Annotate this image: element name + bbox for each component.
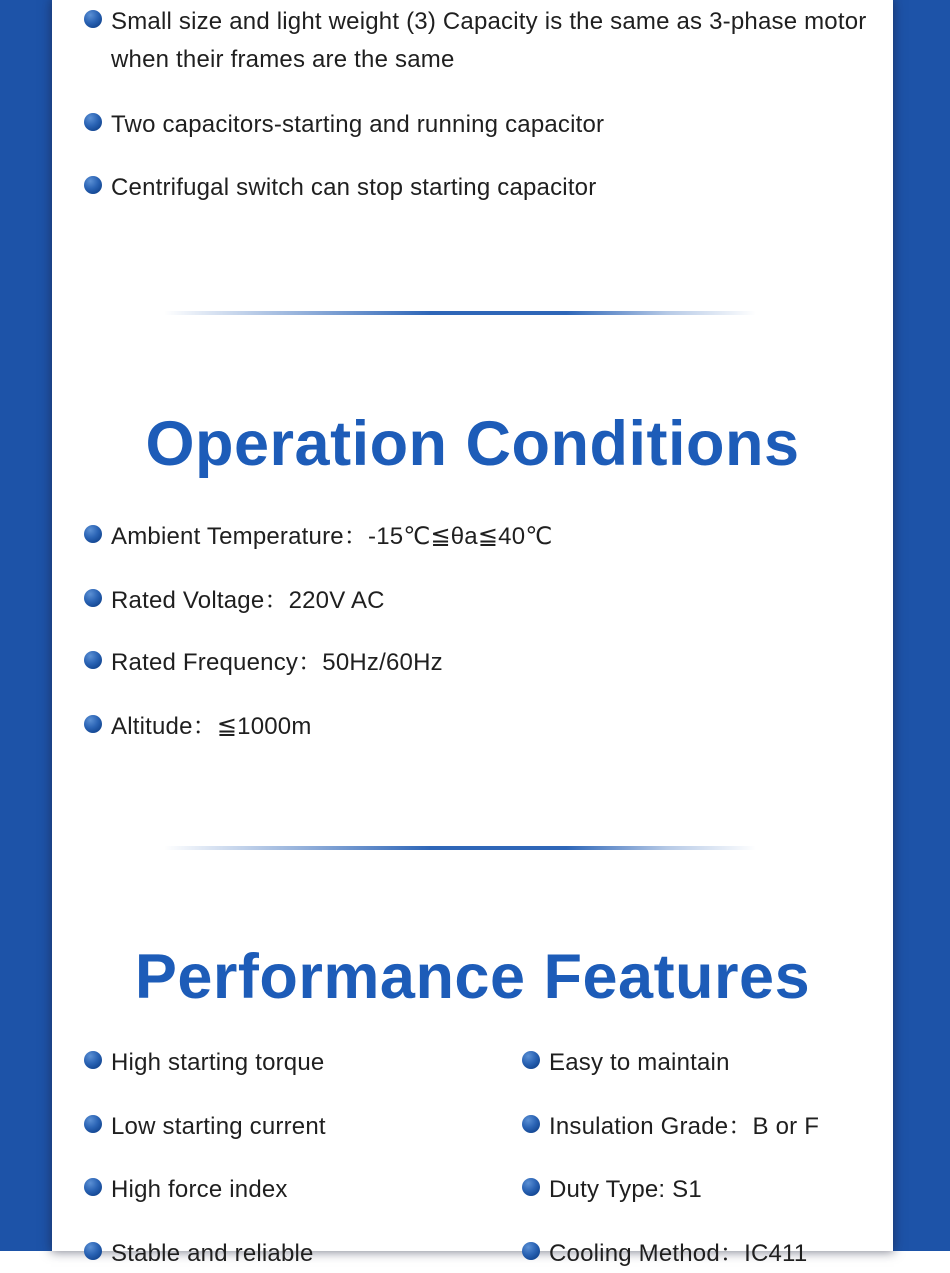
list-item	[84, 708, 312, 746]
performance-feature-text: Insulation Grade：B or F	[549, 1113, 820, 1140]
bullet-icon	[84, 1051, 102, 1069]
right-blue-border	[893, 0, 950, 1251]
left-blue-border	[0, 0, 52, 1251]
operation-condition-text: Rated Voltage：220V AC	[111, 587, 385, 614]
performance-features-title: Performance Features	[134, 942, 811, 1012]
bullet-icon	[84, 651, 102, 669]
performance-feature-text: Low starting current	[111, 1113, 326, 1140]
bullet-icon	[84, 10, 102, 28]
list-item	[84, 1235, 314, 1273]
list-item	[522, 1235, 807, 1273]
content-panel	[52, 0, 893, 1267]
operation-condition-text: Altitude：≦1000m	[111, 713, 312, 740]
feature-text: Small size and light weight (3) Capacity is the same as 3-phase motor when their frames are the same	[111, 8, 867, 73]
bullet-icon	[522, 1178, 540, 1196]
list-item	[84, 1044, 324, 1082]
bullet-icon	[84, 1115, 102, 1133]
list-item	[84, 106, 604, 144]
bullet-icon	[84, 176, 102, 194]
list-item	[522, 1171, 702, 1209]
list-item	[522, 1044, 730, 1082]
operation-condition-text: Rated Frequency：50Hz/60Hz	[111, 649, 443, 676]
section-divider	[164, 846, 756, 850]
list-item	[84, 1108, 326, 1146]
operation-conditions-title: Operation Conditions	[145, 409, 800, 479]
performance-feature-text: Easy to maintain	[549, 1049, 730, 1076]
feature-text: Two capacitors-starting and running capacitor	[111, 111, 605, 138]
performance-feature-text: Duty Type: S1	[549, 1176, 702, 1203]
section-divider	[164, 311, 756, 315]
list-item	[84, 169, 596, 207]
bullet-icon	[522, 1115, 540, 1133]
list-item	[84, 644, 443, 682]
bullet-icon	[522, 1242, 540, 1260]
list-item	[522, 1108, 819, 1146]
bullet-icon	[84, 113, 102, 131]
bullet-icon	[84, 589, 102, 607]
list-item	[84, 3, 886, 79]
bullet-icon	[84, 525, 102, 543]
performance-feature-text: Stable and reliable	[111, 1240, 314, 1267]
list-item	[84, 582, 385, 620]
performance-feature-text: High starting torque	[111, 1049, 325, 1076]
list-item	[84, 518, 552, 556]
bullet-icon	[84, 1178, 102, 1196]
operation-condition-text: Ambient Temperature：-15℃≦θa≦40℃	[111, 523, 553, 550]
performance-feature-text: High force index	[111, 1176, 288, 1203]
list-item	[84, 1171, 288, 1209]
bullet-icon	[522, 1051, 540, 1069]
bullet-icon	[84, 715, 102, 733]
bullet-icon	[84, 1242, 102, 1260]
feature-text: Centrifugal switch can stop starting capacitor	[111, 174, 597, 201]
performance-feature-text: Cooling Method：IC411	[549, 1240, 808, 1267]
